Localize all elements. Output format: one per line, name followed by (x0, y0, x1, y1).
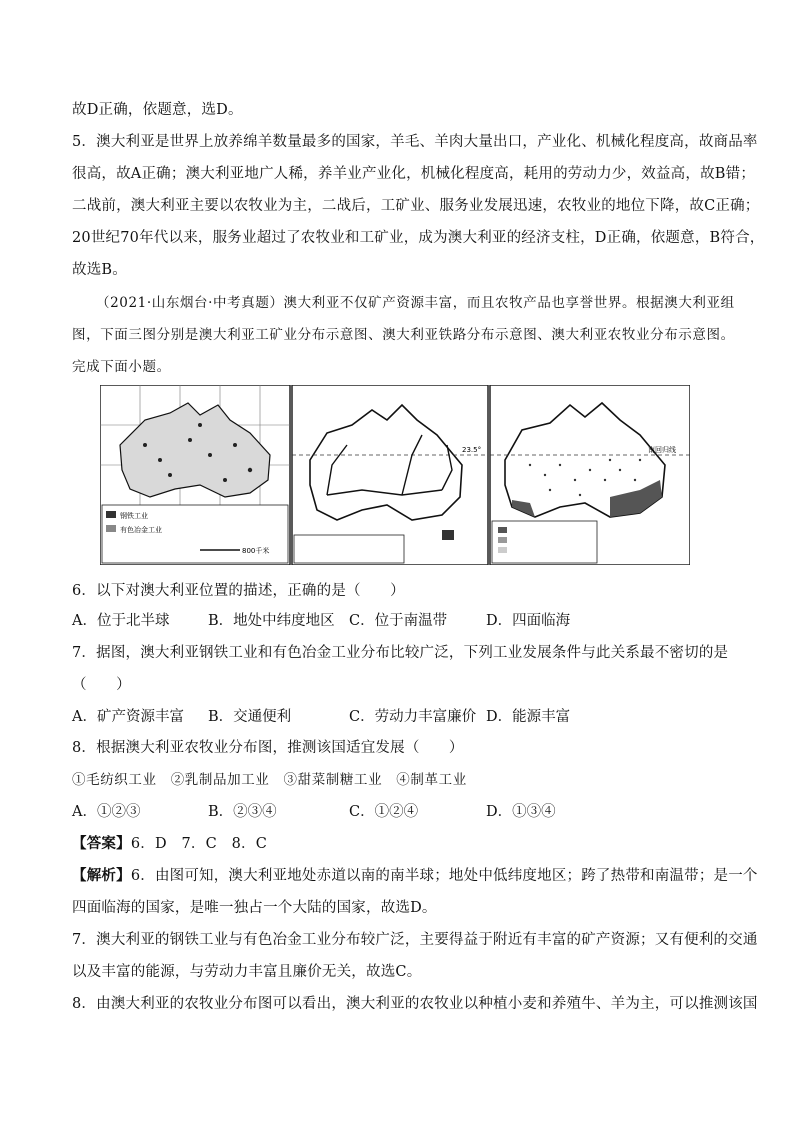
legend-text: 有色冶金工业 (120, 526, 162, 534)
q8-option-c: C．①②④ (349, 804, 419, 820)
q6-option-b: B．地处中纬度地区 (208, 613, 335, 629)
analysis-line: 以及丰富的能源，与劳动力丰富且廉价无关，故选C。 (72, 964, 422, 980)
q6-stem: 6．以下对澳大利亚位置的描述，正确的是（ ） (72, 583, 405, 599)
legend-text: 钢铁工业 (120, 512, 148, 520)
analysis-line: 8．由澳大利亚的农牧业分布图可以看出，澳大利亚的农牧业以种植小麦和养殖牛、羊为主，可以推测该国 (72, 996, 758, 1012)
analysis-text: 6．由图可知，澳大利亚地处赤道以南的南半球；地处中低纬度地区；跨了热带和南温带；是一个 (130, 868, 758, 884)
q8-option-d: D．①③④ (486, 804, 556, 820)
scale-text: 800千米 (242, 547, 270, 555)
answer-line (72, 834, 732, 854)
q8-stem: 8．根据澳大利亚农牧业分布图，推测该国适宜发展（ ） (72, 740, 464, 756)
q5-explanation-line: 故选B。 (72, 262, 127, 278)
railway-map (292, 385, 488, 565)
intro-line: 图，下面三图分别是澳大利亚工矿业分布示意图、澳大利亚铁路分布示意图、澳大利亚农牧业分布示意图。 (72, 327, 735, 343)
industry-map (100, 385, 290, 565)
q6-option-c: C．位于南温带 (349, 613, 448, 629)
q7-option-b: B．交通便利 (208, 709, 292, 725)
tropic-label: 南回归线 (648, 446, 676, 454)
q6-option-a: A．位于北半球 (72, 613, 170, 629)
q8-option-a: A．①②③ (72, 804, 141, 820)
q5-explanation-line: 很高，故A正确；澳大利亚地广人稀，养羊业产业化，机械化程度高，耗用的劳动力少，效益高，故B错； (72, 166, 756, 182)
q5-explanation-line: 二战前，澳大利亚主要以农牧业为主，二战后，工矿业、服务业发展迅速，农牧业的地位下降，故C正确； (72, 198, 760, 214)
australia-maps-figure (100, 385, 690, 565)
analysis-line: 四面临海的国家，是唯一独占一个大陆的国家，故选D。 (72, 900, 437, 916)
answer-tag: 【答案】 (72, 835, 131, 852)
q6-option-d: D．四面临海 (486, 613, 571, 629)
q5-explanation-line: 5．澳大利亚是世界上放养绵羊数量最多的国家，羊毛、羊肉大量出口，产业化、机械化程度高，故商品率 (72, 134, 758, 150)
analysis-line: 7．澳大利亚的钢铁工业与有色冶金工业分布较广泛，主要得益于附近有丰富的矿产资源；又有便利的交通 (72, 932, 758, 948)
analysis-tag: 【解析】 (72, 867, 131, 884)
intro-line: 完成下面小题。 (72, 359, 171, 375)
q7-option-c: C．劳动力丰富廉价 (349, 709, 477, 725)
q8-items: ①毛纺织工业 ②乳制品加工业 ③甜菜制糖工业 ④制革工业 (72, 772, 467, 788)
q7-option-a: A．矿产资源丰富 (72, 709, 184, 725)
q7-option-d: D．能源丰富 (486, 709, 571, 725)
intro-line: （2021·山东烟台·中考真题）澳大利亚不仅矿产资源丰富，而且农牧产品也享誉世界。根据澳大利亚组 (96, 295, 735, 311)
text-line: 故D正确，依题意，选D。 (72, 102, 243, 118)
q8-option-b: B．②③④ (208, 804, 277, 820)
analysis-line (72, 866, 758, 886)
tropic-label: 23.5° (462, 446, 482, 454)
agriculture-map (490, 385, 690, 565)
q7-stem: 7．据图，澳大利亚钢铁工业和有色冶金工业分布比较广泛，下列工业发展条件与此关系最不密切的是 (72, 645, 729, 661)
answer-text: 6．D 7．C 8．C (130, 836, 268, 852)
q5-explanation-line: 20世纪70年代以来，服务业超过了农牧业和工矿业，成为澳大利亚的经济支柱，D正确，依题意，B符合， (72, 230, 765, 246)
q7-paren: （ ） (72, 677, 131, 693)
